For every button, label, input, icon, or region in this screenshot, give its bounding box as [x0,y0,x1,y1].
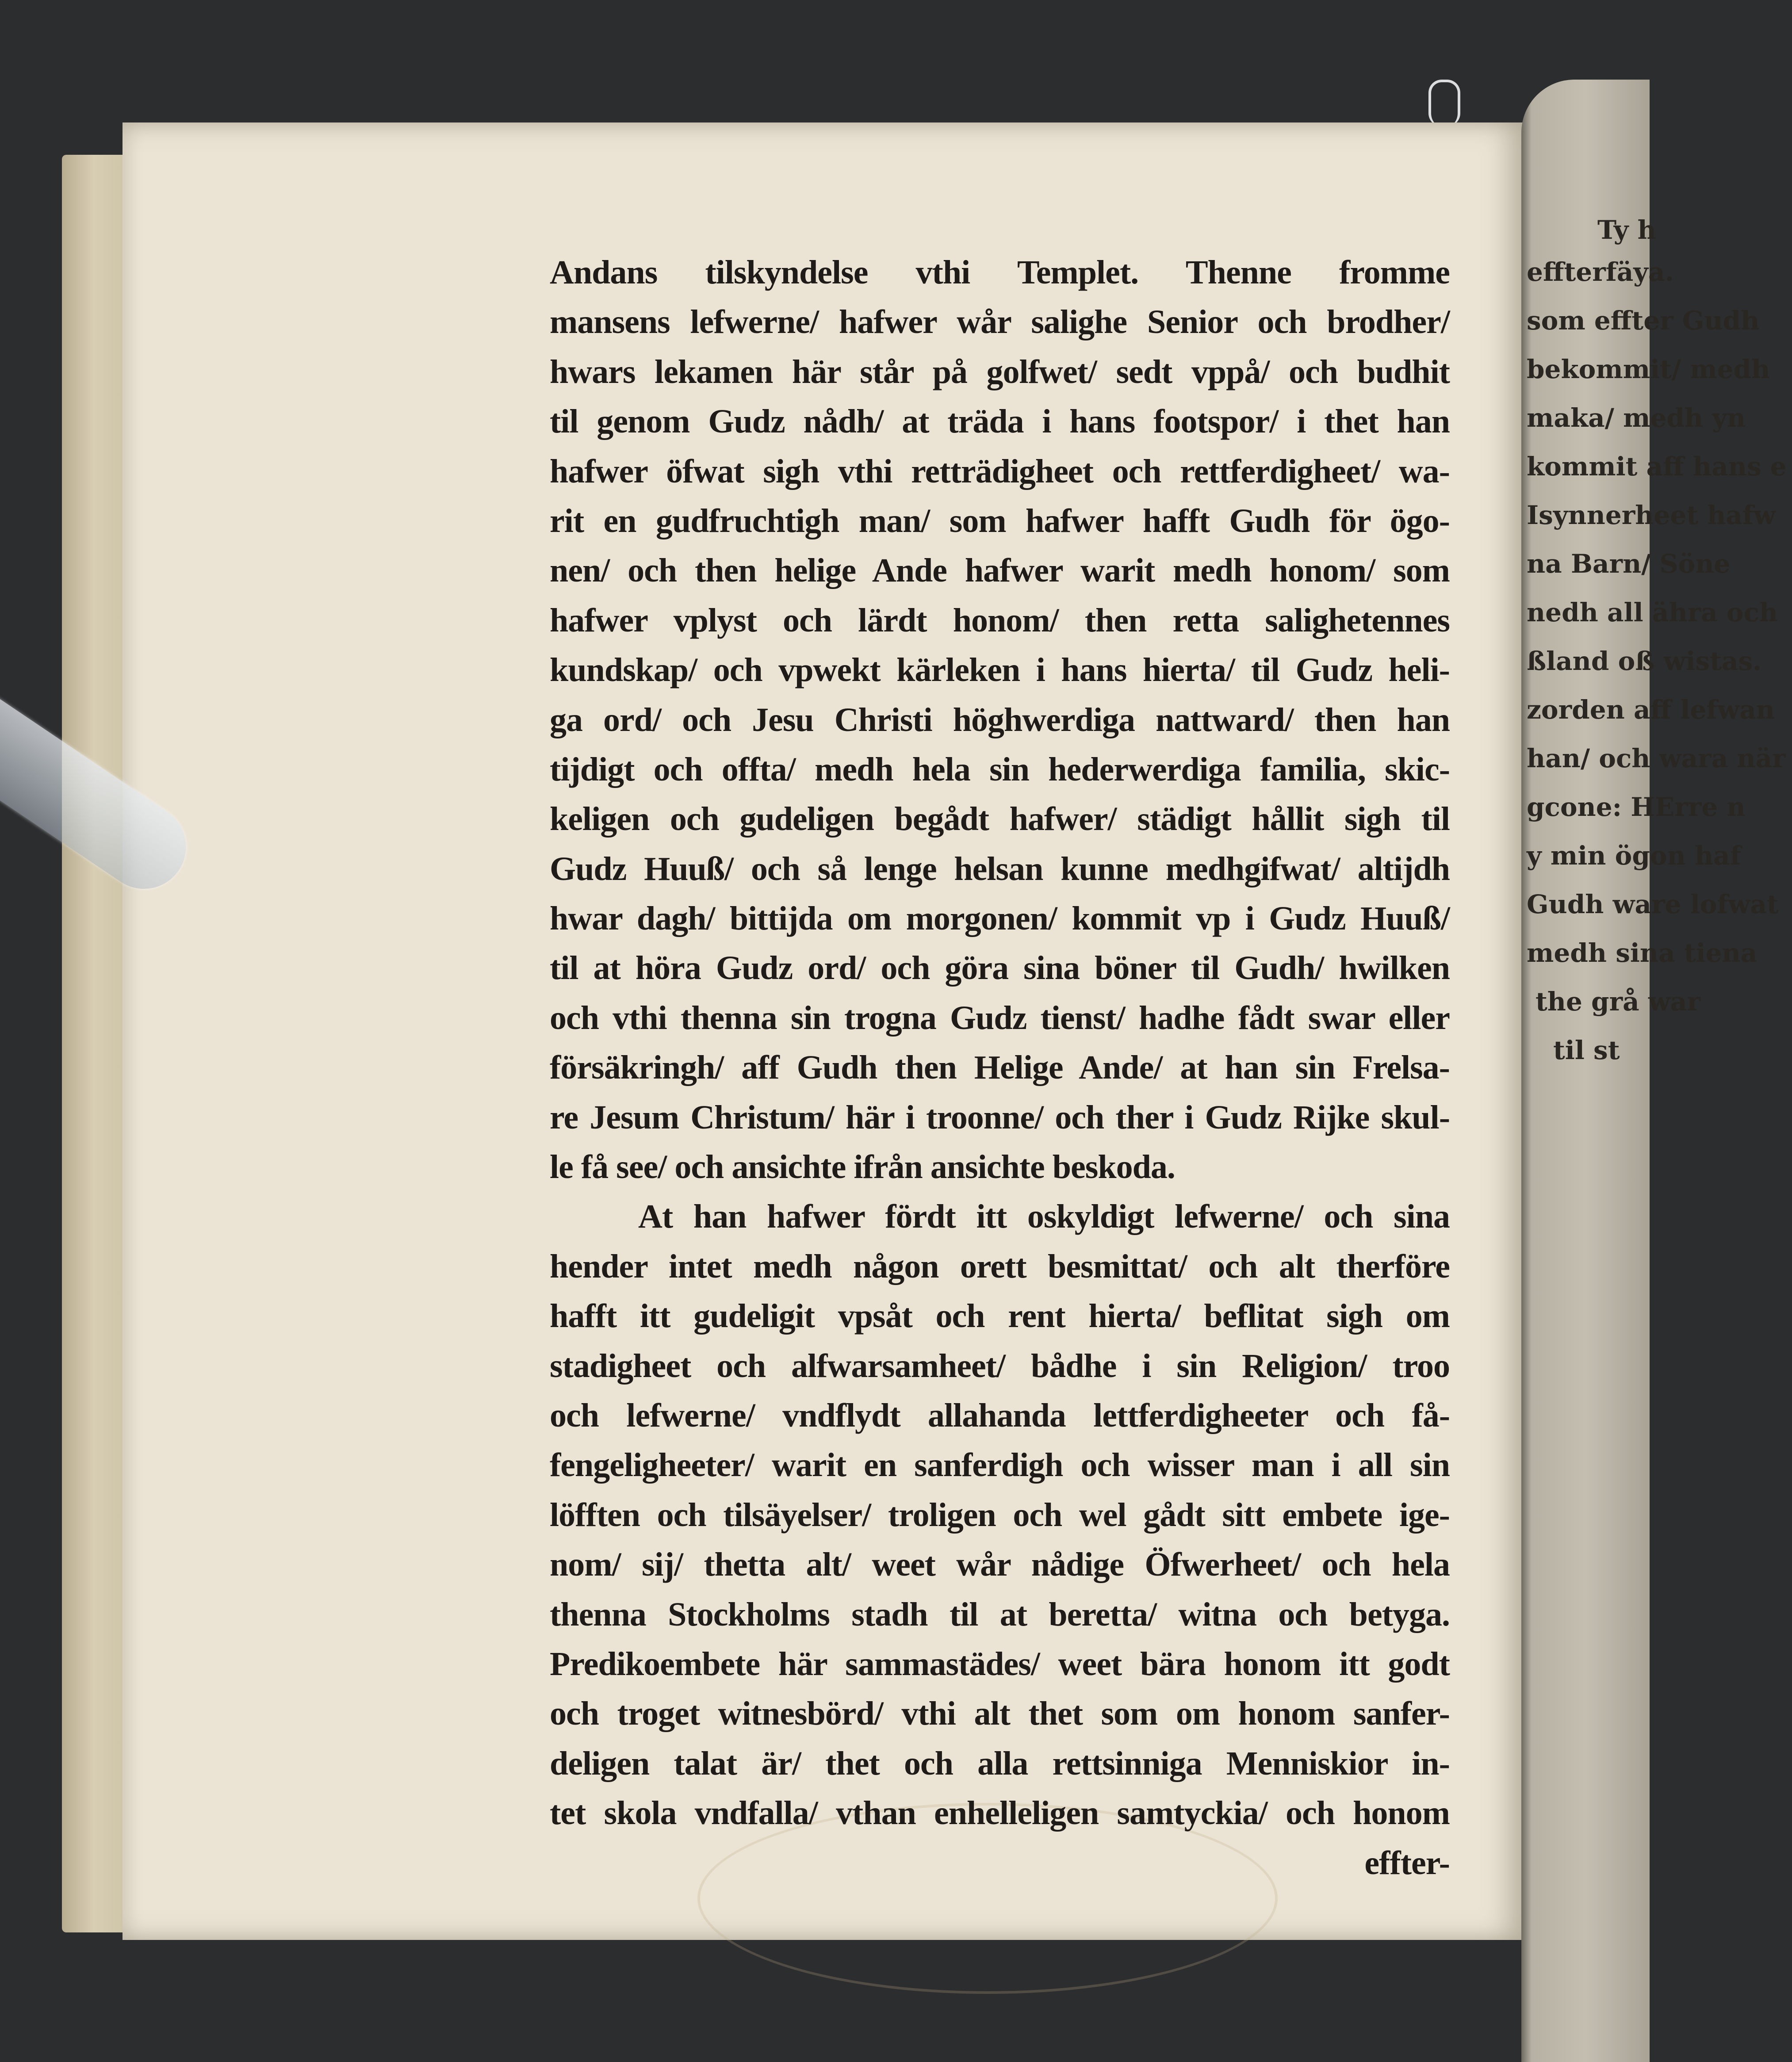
text-line: hafwer vplyst och lärdt honom/ then retta salighetennes [550,601,1450,639]
text-line: fengeligheeter/ warit en sanferdigh och wisser man i all sin [550,1446,1450,1484]
text-line: kundskap/ och vpwekt kärleken i hans hierta/ til Gudz heli- [550,651,1450,689]
text-line: nedh all ähra och [1527,597,1778,627]
text-line: hafwer öfwat sigh vthi retträdigheet och rettferdigheet/ wa- [550,452,1450,490]
text-line: til st [1553,1035,1620,1065]
text-line: Gudh ware lofwat [1527,889,1779,919]
text-line: Ty h [1597,215,1656,245]
right-page-text [1527,212,1792,1075]
text-line: effterfäya. [1527,257,1674,287]
text-line: mansens lefwerne/ hafwer wår salighe Senior och brodher/ [550,303,1450,341]
text-line: medh sina tiena [1527,938,1758,968]
text-line: hender intet medh någon orett besmittat/ och alt therföre [550,1247,1450,1285]
text-line: han/ och wara när [1527,743,1786,773]
text-line: och lefwerne/ vndflydt allahanda lettferdigheeter och få- [550,1396,1450,1434]
catchword: effter- [1364,1844,1450,1882]
text-line: the grå war [1535,987,1701,1017]
text-line: tijdigt och offta/ medh hela sin hederwerdiga familia, skic- [550,750,1450,788]
text-line: til genom Gudz nådh/ at träda i hans footspor/ i thet han [550,403,1450,440]
text-line: maka/ medh yn [1527,403,1746,433]
text-line: och vthi thenna sin trogna Gudz tienst/ hadhe fådt swar eller [550,999,1450,1037]
text-line: hwar dagh/ bittijda om morgonen/ kommit vp i Gudz Huuß/ [550,900,1450,937]
binding-thread [1428,80,1460,126]
text-line: hwars lekamen här står på golfwet/ sedt vppå/ och budhit [550,353,1450,390]
text-line: försäkringh/ aff Gudh then Helige Ande/ at han sin Frelsa- [550,1049,1450,1086]
text-line: keligen och gudeligen begådt hafwer/ städigt hållit sigh til [550,800,1450,838]
text-line: stadigheet och alfwarsamheet/ bådhe i sin Religion/ troo [550,1347,1450,1385]
text-line: ga ord/ och Jesu Christi höghwerdiga nattward/ then han [550,701,1450,738]
text-line: Andans tilskyndelse vthi Templet. Thenne fromme [550,254,1450,291]
text-line: gcone: HErre n [1527,792,1746,822]
left-page-text [550,248,1450,1888]
text-line: Isynnerheet hafw [1527,500,1776,530]
text-line: re Jesum Christum/ här i troonne/ och ther i Gudz Rijke skul- [550,1098,1450,1136]
right-page [1521,80,1787,2062]
text-line: kommit aff hans e [1527,451,1787,482]
text-line: löfften och tilsäyelser/ troligen och wel gådt sitt embete ige- [550,1496,1450,1534]
text-line: thenna Stockholms stadh til at beretta/ witna och betyga. [550,1595,1450,1633]
text-line: le få see/ och ansichte ifrån ansichte beskoda. [550,1148,1175,1186]
text-line: zorden aff lefwan [1527,695,1775,725]
text-line: nom/ sij/ thetta alt/ weet wår nådige Öfwerheet/ och hela [550,1546,1450,1584]
text-line: som effter Gudh [1527,306,1760,336]
text-line: na Barn/ Söne [1527,549,1731,579]
text-line: y min ögon haf [1527,841,1741,871]
text-line: och troget witnesbörd/ vthi alt thet som om honom sanfer- [550,1695,1450,1733]
text-line: tet skola vndfalla/ vthan enhelleligen samtyckia/ och honom [550,1794,1450,1832]
text-line: til at höra Gudz ord/ och göra sina böner til Gudh/ hwilken [550,949,1450,987]
text-line: rit en gudfruchtigh man/ som hafwer hafft Gudh för ögo- [550,502,1450,539]
text-line: nen/ och then helige Ande hafwer warit medh honom/ som [550,552,1450,589]
text-line: Predikoembete här sammastädes/ weet bära honom itt godt [550,1645,1450,1683]
text-line: Gudz Huuß/ och så lenge helsan kunne medhgifwat/ altijdh [550,850,1450,888]
text-line: hafft itt gudeligit vpsåt och rent hierta/ beflitat sigh om [550,1297,1450,1335]
text-line: bekommit/ medh [1527,354,1770,384]
text-line: ßland oß wistas. [1527,646,1762,676]
paragraph-start-line: At han hafwer fördt itt oskyldigt lefwerne/ och sina [638,1198,1450,1236]
text-line: deligen talat är/ thet och alla rettsinniga Menniskior in- [550,1744,1450,1782]
